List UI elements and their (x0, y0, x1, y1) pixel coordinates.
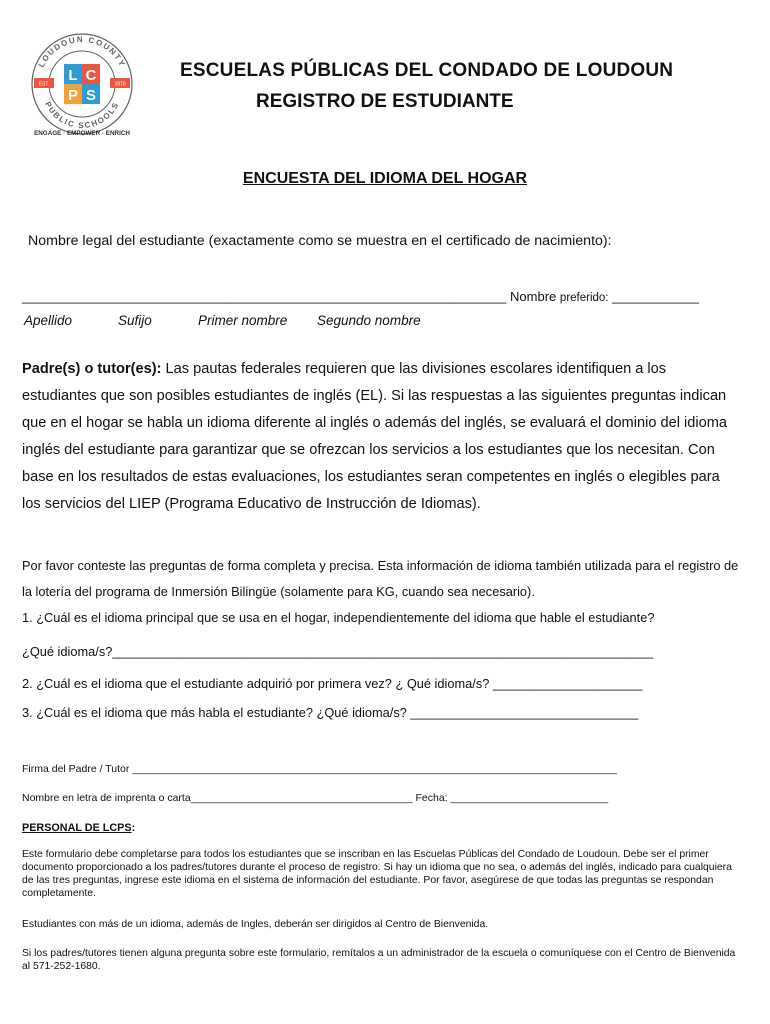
lcps-logo (22, 22, 142, 140)
staff-paragraph-1: Este formulario debe completarse para todos los estudiantes que se inscriban en las Escuelas Públicas del Condado de Loudoun. Debe ser el primer documento proporcionado a los padres/tutores durante el proceso de registro. Si hay un idioma que no sea, o además del inglés, indicado para cualquiera de las tres preguntas, ingrese este idioma en el sistema de información del estudiante. Por favor, asegúrese de que todas las preguntas se respondan completamente. (22, 849, 732, 899)
svg-text:LOUDOUN COUNTY (37, 35, 127, 69)
sub-label-segundo-nombre: Segundo nombre (317, 313, 421, 328)
logo-year: 1870 (114, 81, 126, 88)
sub-label-primer-nombre: Primer nombre (198, 313, 288, 328)
logo-est: EST. (38, 81, 50, 88)
logo-letter-c: C (85, 67, 97, 84)
logo-top-arc: LOUDOUN COUNTY (36, 34, 128, 69)
logo-tagline: ENGAGE · EMPOWER · ENRICH (34, 130, 130, 137)
logo-bottom-arc: PUBLIC SCHOOLS (43, 100, 121, 131)
logo-letter-l: L (68, 67, 78, 84)
question-1-answer[interactable]: ¿Qué idioma/s?____________________________________________________________________________ (22, 644, 654, 659)
staff-paragraph-3: Si los padres/tutores tienen alguna pregunta sobre este formulario, remítalos a un administrador de la escuela o comuníquese con el Centro de Bienvenida al 571-252-1680. (22, 948, 736, 972)
sub-label-sufijo: Sufijo (118, 313, 152, 328)
parents-paragraph (22, 356, 742, 518)
staff-heading (22, 822, 135, 834)
survey-title: ENCUESTA DEL IDIOMA DEL HOGAR (242, 170, 528, 187)
header-title-line2: REGISTRO DE ESTUDIANTE (256, 91, 514, 112)
staff-heading-text: PERSONAL DE LCPS (22, 822, 132, 834)
student-name-blank[interactable]: ___________________________________________________________________ (22, 289, 507, 304)
sub-label-apellido: Apellido (24, 313, 73, 328)
instructions-paragraph: Por favor conteste las preguntas de forma completa y precisa. Esta información de idioma también utilizada para el registro de la lotería del programa de Inmersión Bilingüe (solamente para KG, cuando sea necesario). (22, 558, 739, 599)
staff-heading-colon: : (131, 822, 136, 834)
staff-paragraph-2: Estudiantes con más de un idioma, además de Ingles, deberán ser dirigidos al Centro de Bienvenida. (22, 919, 489, 930)
parents-text: Las pautas federales requieren que las divisiones escolares identifiquen a los estudiantes que son posibles estudiantes de inglés (EL). Si las respuestas a las siguientes preguntas indican que en el hogar se habla un idioma diferente al inglés o además del inglés, se evaluará el dominio del idioma inglés del estudiante para garantizar que se ofrezcan los servicios a los estudiantes que los necesitan. Con base en los resultados de estas evaluaciones, los estudiantes seran competentes en inglés o elegibles para los servicios del LIEP (Programa Educativo de Instrucción de Idiomas). (22, 361, 728, 512)
question-1: 1. ¿Cuál es el idioma principal que se usa en el hogar, independientemente del idioma que hable el estudiante? (22, 610, 655, 625)
preferred-name-blank[interactable]: ____________ (612, 289, 699, 304)
parents-lead: Padre(s) o tutor(es): (22, 361, 162, 377)
header-title-line1: ESCUELAS PÚBLICAS DEL CONDADO DE LOUDOUN (180, 60, 674, 81)
print-name-date-line[interactable]: Nombre en letra de imprenta o carta______________________________________ Fecha: ___________________________ (22, 792, 609, 804)
preferred-name-label-small: preferido: (559, 292, 609, 304)
legal-name-prompt: Nombre legal del estudiante (exactamente como se muestra en el certificado de nacimiento): (28, 233, 612, 249)
student-name-line[interactable] (22, 289, 699, 304)
question-2[interactable]: 2. ¿Cuál es el idioma que el estudiante adquirió por primera vez? ¿ Qué idioma/s? _____________________ (22, 676, 643, 691)
logo-letter-p: P (67, 87, 79, 104)
logo-letter-s: S (85, 87, 97, 104)
question-3[interactable]: 3. ¿Cuál es el idioma que más habla el estudiante? ¿Qué idioma/s? ________________________________ (22, 705, 639, 720)
signature-line[interactable]: Firma del Padre / Tutor ___________________________________________________________________________________ (22, 763, 617, 775)
preferred-name-label: Nombre (510, 289, 557, 304)
